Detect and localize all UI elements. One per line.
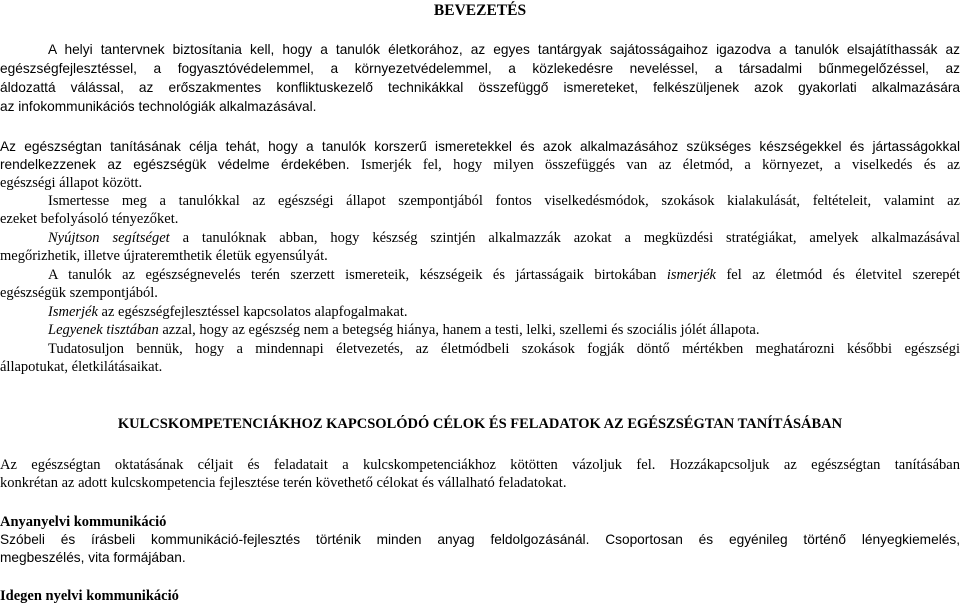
aim-line-13: állapotukat, életkilátásaikat. (0, 359, 163, 375)
aim-line-9: egészségük szempontjából. (0, 285, 158, 301)
aim-line-8-emphasis: ismerjék (666, 267, 716, 283)
anyanyelvi-heading: Anyanyelvi kommunikáció (0, 514, 167, 530)
aim-line-11-rest: azzal, hogy az egészség nem a betegség hiánya, hanem a testi, lelki, szellemi és szociális jólét állapota. (158, 322, 760, 338)
aim-line-10-emphasis: Ismerjék (48, 304, 98, 320)
aim-line-2b: Ismerjék fel, hogy milyen összefüggés van az életmód, a környezet, a viselkedés és az (349, 157, 960, 173)
aim-line-1: Az egészségtan tanításának célja tehát, hogy a tanulók korszerű ismeretekkel és azok alkalmazásához szükséges készségekkel és jártasságokkal (0, 139, 960, 154)
page-title: BEVEZETÉS (433, 2, 527, 19)
aim-line-6-emphasis: Nyújtson segítséget (48, 230, 170, 246)
intro-line-3: áldozattá válással, az erőszakmentes konfliktuskezelő technikákkal összefüggő ismereteket, felkészüljenek azok gyakorlati alkalmazására (0, 80, 960, 95)
anyanyelvi-line-2: megbeszélés, vita formájában. (0, 550, 186, 565)
aim-line-5: ezeket befolyásoló tényezőket. (0, 211, 179, 227)
intro-line-2: egészségfejlesztéssel, a fogyasztóvédelemmel, a környezetvédelemmel, a közlekedésre neveléssel, a társadalmi bűnmegelőzéssel, az (0, 61, 960, 76)
intro-line-4: az infokommunikációs technológiák alkalmazásával. (0, 99, 317, 114)
aim-line-6-rest: a tanulóknak abban, hogy készség szintjén alkalmazzák azokat a megküzdési stratégiákat, amelyek alkalmazásával (169, 230, 960, 246)
aim-line-10-rest: az egészségfejlesztéssel kapcsolatos alapfogalmakat. (97, 304, 408, 320)
aim-line-10 (48, 303, 960, 321)
aim-line-8 (48, 266, 960, 284)
idegen-heading: Idegen nyelvi kommunikáció (0, 588, 179, 604)
section-title: KULCSKOMPETENCIÁKHOZ KAPCSOLÓDÓ CÉLOK ÉS FELADATOK AZ EGÉSZSÉGTAN TANÍTÁSÁBAN (117, 416, 843, 432)
anyanyelvi-line-1: Szóbeli és írásbeli kommunikáció-fejlesztés történik minden anyag feldolgozásánál. Csoportosan és egyénileg történő lényegkiemelés, (0, 532, 960, 547)
aim-line-7: megőrizhetik, illetve újrateremthetik életük egyensúlyát. (0, 248, 328, 264)
intro-line-1: A helyi tantervnek biztosítania kell, hogy a tanulók életkorához, az egyes tantárgyak sajátosságaihoz igazodva a tanulók elsajátíthassák az (48, 42, 960, 57)
section-intro-line-1: Az egészségtan oktatásának céljait és feladatait a kulcskompetenciákhoz kötötten vázoljuk fel. Hozzákapcsoljuk az egészségtan tanításában (0, 457, 960, 473)
aim-line-8-pre: A tanulók az egészségnevelés terén szerzett ismereteik, készségeik és jártasságaik birtokában (48, 267, 667, 283)
aim-line-11 (48, 321, 960, 339)
aim-line-8-post: fel az életmód és életvitel szerepét (716, 267, 960, 283)
aim-line-6 (48, 229, 960, 247)
aim-line-11-emphasis: Legyenek tisztában (48, 322, 159, 338)
aim-line-3: egészségi állapot között. (0, 175, 143, 191)
aim-line-2 (0, 156, 960, 174)
aim-line-12: Tudatosuljon bennük, hogy a mindennapi életvezetés, az életmódbeli szokások fogják döntő mértékben meghatározni későbbi egészségi (48, 341, 960, 357)
aim-line-4: Ismertesse meg a tanulókkal az egészségi állapot szempontjából fontos viselkedésmódok, szokások kialakulását, feltételeit, valamint az (48, 193, 960, 209)
aim-line-2a: rendelkezzenek az egészségük védelme érdekében. (0, 157, 350, 172)
section-intro-line-2: konkrétan az adott kulcskompetencia fejlesztése terén követhető célokat és vállalható feladatokat. (0, 475, 567, 491)
